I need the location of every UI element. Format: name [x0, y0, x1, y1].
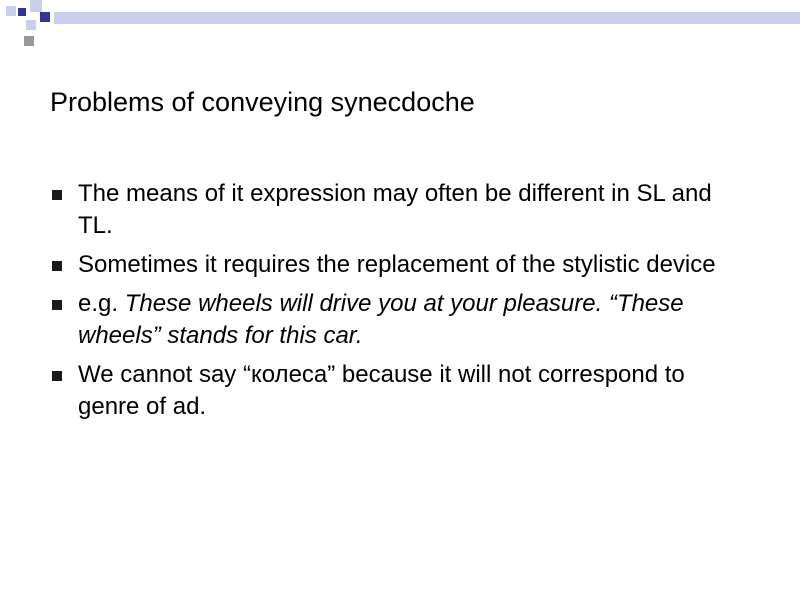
slide-title: Problems of conveying synecdoche: [50, 87, 475, 117]
square-bullet-icon: [52, 300, 62, 310]
bullet-text: Sometimes it requires the replacement of the stylistic device: [78, 251, 716, 278]
deco-square-light: [26, 20, 36, 30]
bullet-text: e.g.: [78, 290, 125, 317]
square-bullet-icon: [52, 190, 62, 200]
top-bar: [54, 12, 800, 24]
deco-square-grey: [24, 36, 34, 46]
corner-decoration: [0, 0, 800, 60]
deco-square-blue: [18, 8, 26, 16]
bullet-item: [46, 288, 746, 352]
bullet-text: We cannot say “колеса” because it will not correspond to genre of ad.: [78, 361, 685, 420]
bullet-item: [46, 249, 746, 281]
bullet-text: The means of it expression may often be different in SL and TL.: [78, 180, 712, 239]
square-bullet-icon: [52, 261, 62, 271]
bullet-list: [46, 178, 746, 430]
deco-square-blue: [40, 12, 50, 22]
bullet-text: These wheels will drive you at your pleasure. “These wheels” stands for this car.: [78, 290, 684, 349]
bullet-item: [46, 359, 746, 423]
bullet-item: [46, 178, 746, 242]
deco-square-light: [6, 6, 16, 16]
square-bullet-icon: [52, 371, 62, 381]
deco-square-light: [30, 0, 42, 12]
